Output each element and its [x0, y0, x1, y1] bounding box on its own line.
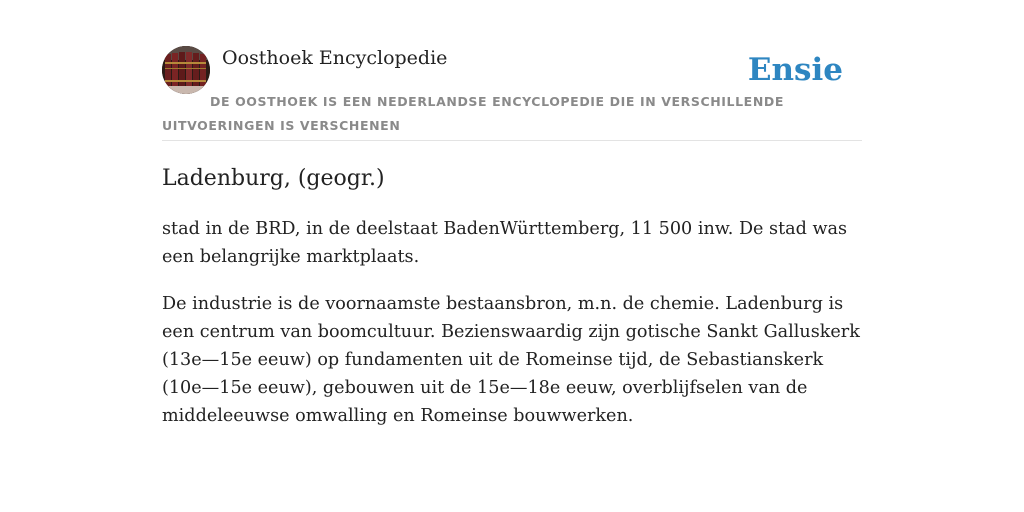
source-header: [162, 46, 862, 141]
article-paragraph: De industrie is de voornaamste bestaansbron, m.n. de chemie. Ladenburg is een centrum van boomcultuur. Bezienswaardig zijn gotische Sankt Galluskerk (13e—15e eeuw) op fundamenten uit de Romeinse tijd, de Sebastianskerk (10e—15e eeuw), gebouwen uit de 15e—18e eeuw, overblijfselen van de middeleeuwse omwalling en Romeinse bouwwerken.: [162, 294, 860, 426]
encyclopedia-books-icon[interactable]: [162, 46, 210, 94]
brand-logo[interactable]: Ensie: [747, 52, 843, 88]
source-title[interactable]: Oosthoek Encyclopedie: [222, 47, 448, 69]
article-title: Ladenburg, (geogr.): [162, 166, 385, 191]
source-tagline: DE OOSTHOEK IS EEN NEDERLANDSE ENCYCLOPEDIE DIE IN VERSCHILLENDE UITVOERINGEN IS VERSCHENEN: [162, 94, 784, 133]
article: [162, 163, 862, 430]
article-paragraph: stad in de BRD, in de deelstaat BadenWürttemberg, 11 500 inw. De stad was een belangrijke marktplaats.: [162, 219, 848, 267]
